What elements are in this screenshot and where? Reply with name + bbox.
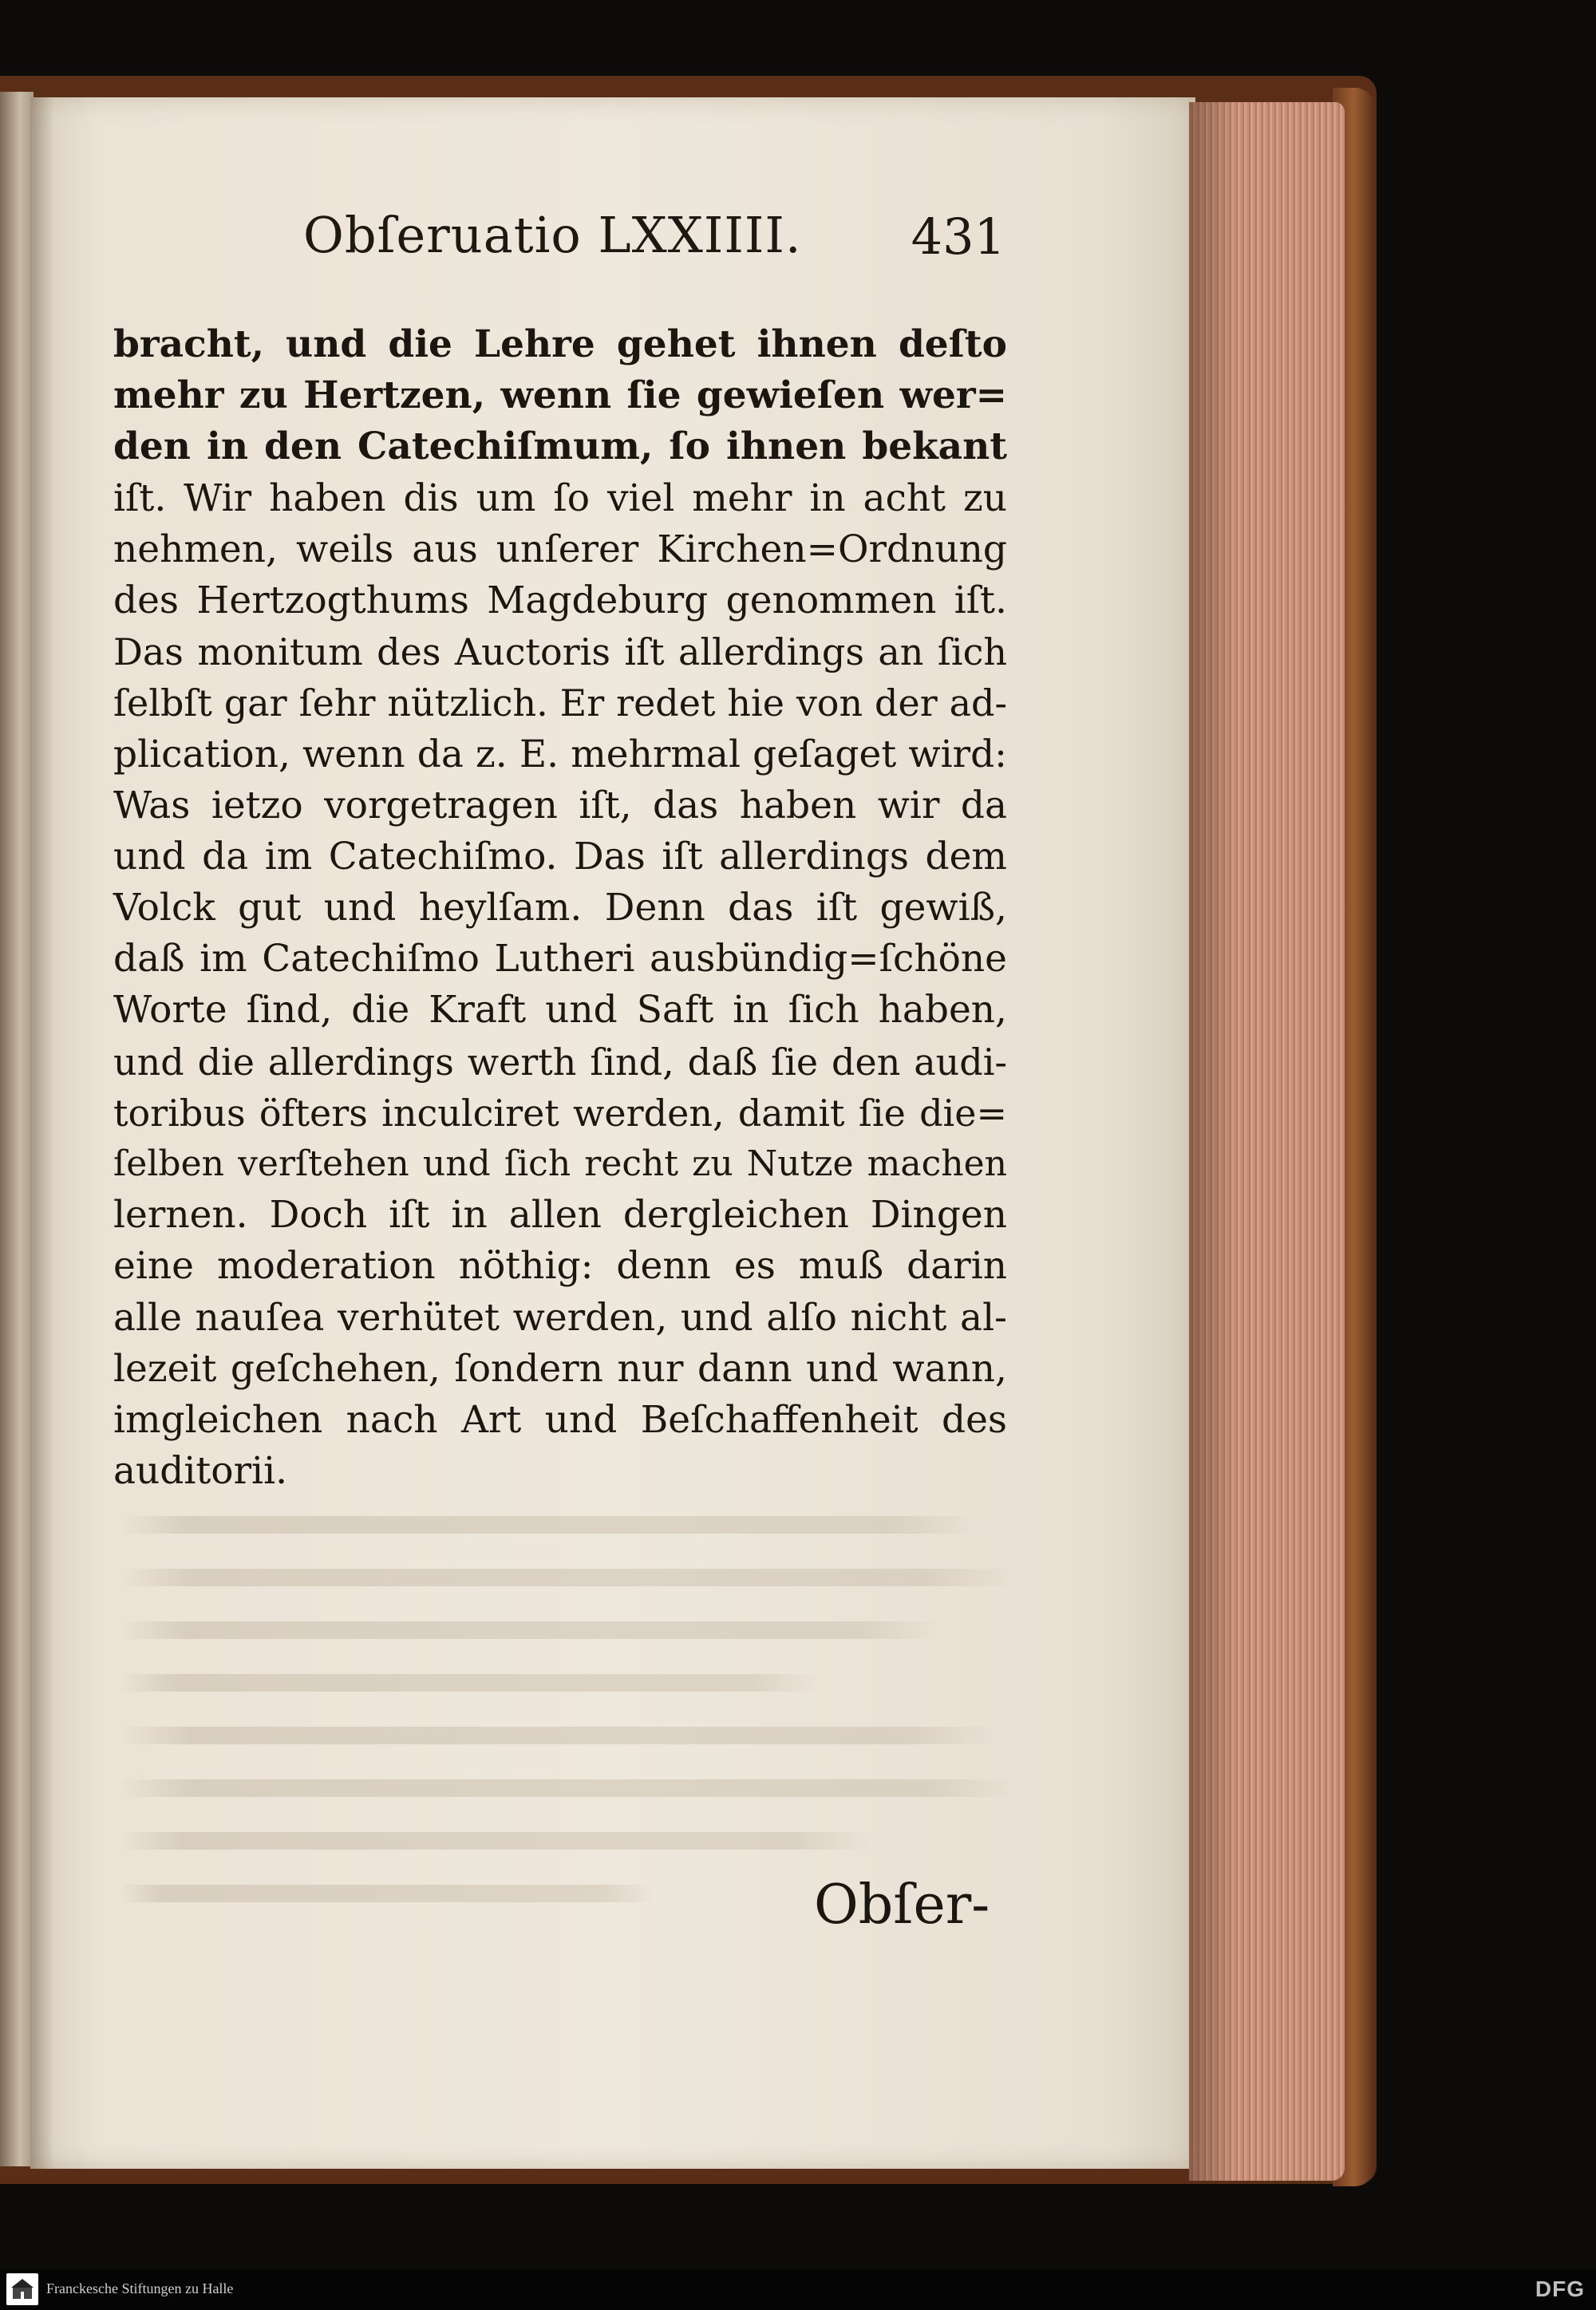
text-line: daß im Catechiſmo Lutheri ausbündig=ſchöne [113,937,1007,981]
text-line: lernen. Doch iſt in allen dergleichen Dingen [113,1193,1007,1238]
text-line: nehmen, weils aus unſerer Kirchen=Ordnung [113,527,1007,571]
page-gutter [30,97,54,2169]
facing-page-edge [0,92,34,2166]
page-number: 431 [911,207,1005,266]
text-line: iſt. Wir haben dis um ſo viel mehr in acht zu [113,476,1007,520]
text-line: ſelbſt gar ſehr nützlich. Er redet hie von der ad- [113,681,1007,725]
text-line: auditorii. [113,1449,288,1494]
text-line: eine moderation nöthig: denn es muß darin [113,1244,1007,1289]
text-line: mehr zu Hertzen, wenn ſie gewieſen wer= [113,373,1007,418]
text-line: des Hertzogthums Magdeburg genommen iſt. [113,578,1007,622]
text-line: Was ietzo vorgetragen iſt, das haben wir da [113,783,1007,827]
text-line: den in den Catechiſmum, ſo ihnen bekant [113,424,1007,469]
text-line: plication, wenn da z. E. mehrmal geſaget wird: [113,732,1007,776]
text-line: und da im Catechiſmo. Das iſt allerdings dem [113,834,1007,879]
dfg-logo: DFG [1535,2276,1585,2301]
text-line: Das monitum des Auctoris iſt allerdings an ſich [113,630,1007,674]
running-head [303,206,1005,270]
text-line: Worte ſind, die Kraft und Saft in ſich haben, [113,988,1007,1033]
text-line: bracht, und die Lehre gehet ihnen deſto [113,322,1007,366]
text-line: alle nauſea verhütet werden, und alſo nicht al- [113,1295,1007,1340]
running-title: Obſeruatio LXXIIII. [303,206,802,264]
text-line: und die allerdings werth ſind, daß ſie den audi- [113,1040,1007,1084]
text-line: lezeit geſchehen, ſondern nur dann und wann, [113,1346,1007,1391]
catchword: Obſer- [814,1874,990,1937]
body-text [113,319,1007,1497]
text-line: toribus öfters inculciret werden, damit ſie die= [113,1091,1007,1135]
footer-bar [0,2269,1596,2310]
text-line: imgleichen nach Art und Beſchaffenheit des [113,1397,1007,1442]
text-line: ſelben verſtehen und ſich recht zu Nutze machen [113,1143,1007,1184]
institution-name: Franckesche Stiftungen zu Halle [46,2280,234,2296]
fore-edge-shadow [1189,102,1237,2181]
text-line: Volck gut und heylſam. Denn das iſt gewiß, [113,886,1007,930]
institution-logo-icon [6,2273,38,2305]
